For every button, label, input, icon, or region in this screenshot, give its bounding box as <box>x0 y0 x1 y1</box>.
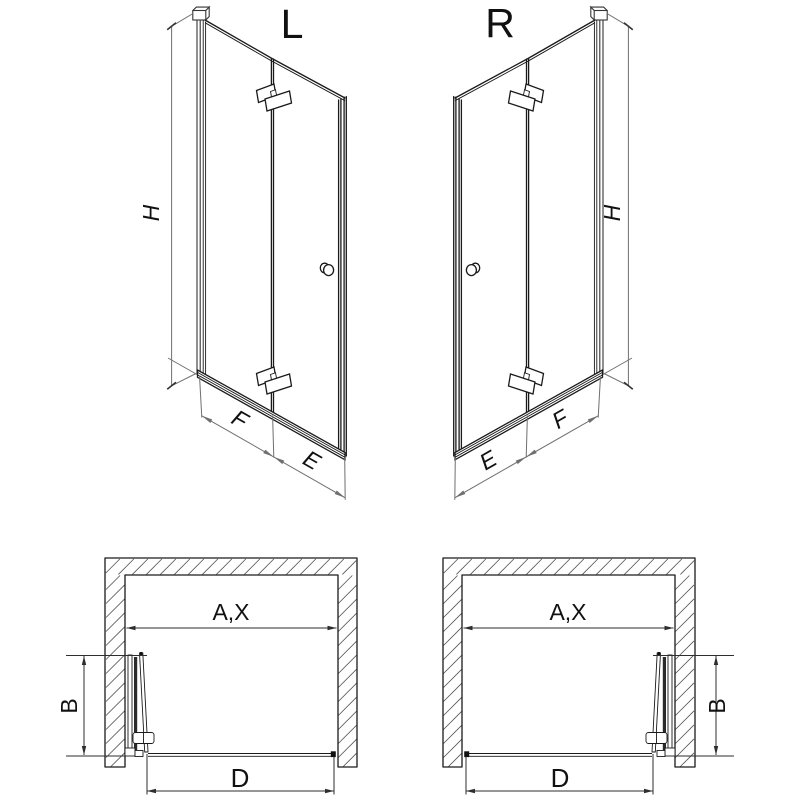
hatch-line <box>106 599 125 618</box>
hatch-line <box>596 559 611 574</box>
plan-view-geometry <box>443 558 734 795</box>
hatch-line <box>338 697 356 715</box>
hatch-line <box>675 585 694 604</box>
dimension-fe-extensions <box>455 376 601 500</box>
hatch-line <box>444 576 458 590</box>
arrow-ax-right <box>464 626 473 630</box>
handle-side-edge-profile <box>454 97 462 457</box>
wall-mount-profile <box>668 655 672 753</box>
arrow-ax-left <box>127 626 136 630</box>
sill-line <box>148 754 333 757</box>
floor-edge-line <box>168 358 197 375</box>
hatch-line <box>111 753 125 767</box>
hatch-line <box>106 697 125 716</box>
hatch-line <box>444 655 462 673</box>
hatch-line <box>675 627 694 646</box>
hinge-side-glass-edge <box>594 20 596 374</box>
hatch-line <box>444 585 462 603</box>
plan-view-geometry-mirrored <box>443 558 734 795</box>
iso-door-left <box>138 1 346 500</box>
arrow-b-bottom <box>714 746 718 755</box>
hatch-line <box>106 627 125 646</box>
floor-bracket-a <box>125 748 135 756</box>
dim-label-ax-right-plan: A,X <box>549 599 587 625</box>
dim-label-ax-left-plan: A,X <box>212 599 250 625</box>
sill-line <box>467 754 652 757</box>
hatch-line <box>338 641 356 659</box>
hatch-line <box>568 559 583 574</box>
dim-label-b-left-plan: B <box>56 698 82 714</box>
iso-door-geometry-mirrored <box>454 7 633 500</box>
arrow-b-top <box>82 656 86 665</box>
hatch-line <box>680 561 694 575</box>
fold-line <box>271 59 273 415</box>
arrow-d-right <box>466 789 475 793</box>
arrow-b-top <box>714 656 718 665</box>
hatch-line <box>675 599 694 618</box>
hatch-line <box>526 559 541 574</box>
dim-label-h-right: H <box>599 204 625 222</box>
dim-label-e-right: E <box>474 444 502 476</box>
hatch-line <box>216 559 231 574</box>
plan-view-geometry <box>66 558 357 795</box>
dim-label-e-left: E <box>298 444 326 476</box>
hatch-line <box>338 576 352 590</box>
hatch-line <box>444 641 462 659</box>
hatch-line <box>188 559 203 574</box>
dim-label-f-left: F <box>227 404 253 434</box>
hatch-line <box>338 725 356 743</box>
hatch-line <box>106 641 125 660</box>
hatch-line <box>652 559 667 574</box>
hatch-line <box>300 559 315 574</box>
hatch-line <box>106 711 125 730</box>
hatch-line <box>118 559 133 574</box>
hatch-line <box>675 669 694 688</box>
hatch-line <box>338 627 356 645</box>
wall-profile-cap <box>193 11 206 21</box>
dim-label-h-left: H <box>138 204 164 222</box>
variant-label-right: R <box>485 0 515 46</box>
hatch-line <box>470 559 485 574</box>
dim-label-d-right-plan: D <box>550 763 570 793</box>
hatch-line <box>338 613 356 631</box>
hatch-line <box>675 697 694 716</box>
hatch-line <box>540 559 555 574</box>
sill-end-block <box>331 751 336 757</box>
hatch-line <box>342 561 356 575</box>
hatch-line <box>106 683 125 702</box>
hatch-line <box>675 613 694 632</box>
hatch-line <box>666 559 681 574</box>
dim-label-d-left-plan: D <box>230 763 250 793</box>
plan-view-right <box>443 558 734 795</box>
hatch-line <box>272 559 287 574</box>
hatch-line <box>610 559 625 574</box>
arrow-f-right <box>526 450 537 457</box>
sill-end-block <box>464 751 469 757</box>
hatch-line <box>106 739 125 758</box>
hatch-line <box>444 697 462 715</box>
floor-bracket-a <box>665 748 675 756</box>
hatch-line <box>202 559 217 574</box>
hatch-line <box>106 725 125 744</box>
hatch-line <box>498 559 513 574</box>
arrow-e-left <box>274 457 285 464</box>
hatch-line <box>675 683 694 702</box>
hatch-line <box>484 559 499 574</box>
iso-door-right <box>454 0 633 500</box>
wall-mount-profile <box>128 655 132 753</box>
floor-bracket-b <box>135 751 143 757</box>
hatch-line <box>106 585 125 604</box>
floor-bracket-b <box>657 751 665 757</box>
iso-door-geometry <box>454 7 633 500</box>
hatch-line <box>314 559 329 574</box>
hatch-line <box>512 559 527 574</box>
dimension-h-lines <box>172 14 197 386</box>
hatch-line <box>286 559 301 574</box>
variant-label-left: L <box>280 1 304 47</box>
hatch-line <box>338 599 356 617</box>
hatch-line <box>343 753 356 766</box>
arrow-d-left <box>147 789 156 793</box>
hatch-line <box>675 725 694 744</box>
dimension-h-lines <box>603 14 628 386</box>
hatch-line <box>328 559 343 574</box>
hatch-line <box>444 559 458 573</box>
hatch-line <box>146 559 161 574</box>
fold-line <box>527 59 529 415</box>
hatch-line <box>230 559 245 574</box>
plan-view-left <box>56 558 357 795</box>
arrow-f-left <box>202 416 213 423</box>
hatch-line <box>680 753 694 767</box>
wall-profile-cap <box>594 11 607 21</box>
floor-edge-line <box>603 358 632 375</box>
hatch-line <box>338 655 356 673</box>
pivot-dot <box>140 652 143 655</box>
arrow-f-right <box>263 450 274 457</box>
hatch-line <box>106 669 125 688</box>
hatch-line <box>675 739 694 758</box>
hatch-line <box>444 711 462 729</box>
hatch-line <box>338 739 356 757</box>
arrow-ax-right <box>328 626 337 630</box>
arrow-d-left <box>644 789 653 793</box>
hatch-line <box>675 711 694 730</box>
hatch-line <box>675 655 694 674</box>
hatch-line <box>554 559 569 574</box>
hatch-line <box>624 559 639 574</box>
dim-label-b-right-plan: B <box>704 698 730 714</box>
hatch-line <box>582 559 597 574</box>
iso-door-geometry <box>167 7 346 500</box>
hatch-line <box>444 683 462 701</box>
pivot-dot <box>657 652 660 655</box>
hatch-line <box>160 559 175 574</box>
hatch-line <box>444 627 462 645</box>
dim-label-f-right: F <box>547 404 573 434</box>
hatch-line <box>258 559 273 574</box>
arrow-e-right <box>455 491 466 498</box>
hatch-line <box>675 576 689 590</box>
hatch-line <box>444 725 462 743</box>
hatch-line <box>338 669 356 687</box>
hatch-line <box>106 559 120 573</box>
hinge-side-glass-edge <box>203 20 205 374</box>
dimension-fe-extensions <box>200 376 346 500</box>
arrow-d-right <box>325 789 334 793</box>
dimension-fe-line <box>202 416 345 498</box>
hatch-line <box>675 641 694 660</box>
arrow-f-left <box>588 416 599 423</box>
knob-front-icon <box>324 265 334 276</box>
hatch-line <box>444 669 462 687</box>
wall-profile <box>600 17 603 373</box>
hatch-line <box>449 753 462 766</box>
hatch-line <box>174 559 189 574</box>
hatch-line <box>244 559 259 574</box>
handle-side-edge-profile <box>339 97 347 457</box>
hatch-line <box>444 613 462 631</box>
wall-profile <box>197 17 200 373</box>
hatch-line <box>444 739 462 757</box>
hatch-line <box>638 559 653 574</box>
knob-front-icon <box>466 265 476 276</box>
hatch-line <box>456 559 471 574</box>
hatch-line <box>132 559 147 574</box>
arrow-e-right <box>335 491 346 498</box>
hatch-line <box>338 585 356 603</box>
arrow-b-bottom <box>82 746 86 755</box>
hatch-line <box>338 711 356 729</box>
hatch-line <box>106 655 125 674</box>
hatch-line <box>338 683 356 701</box>
hatch-line <box>106 576 120 590</box>
arrow-ax-left <box>665 626 674 630</box>
arrow-e-left <box>516 457 527 464</box>
hatch-line <box>106 613 125 632</box>
hatch-line <box>444 599 462 617</box>
